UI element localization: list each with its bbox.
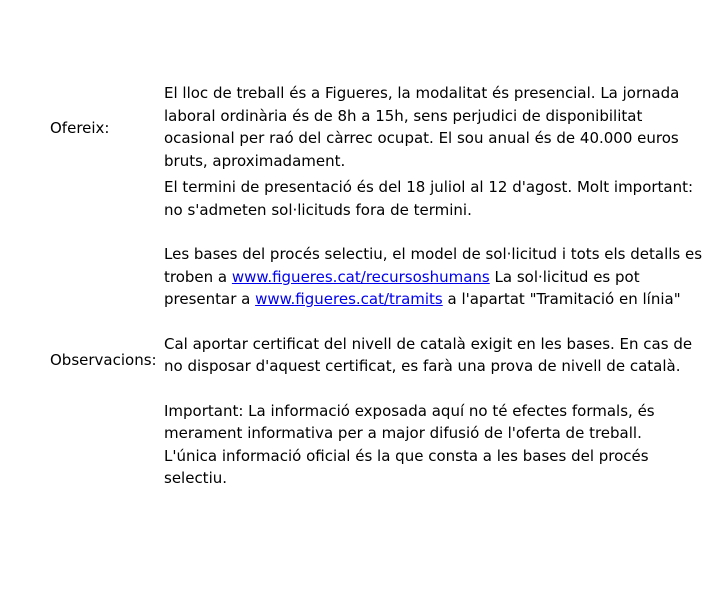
disclaimer-line: Important: La informació exposada aquí no té efectes formals, és [164,401,655,420]
offers-line: ocasional per raó del càrrec ocupat. El sou anual és de 40.000 euros [164,129,679,147]
bases-text: La sol·licitud es pot [489,267,640,286]
tramits-link[interactable]: www.figueres.cat/tramits [255,290,443,308]
disclaimer-line: selectiu. [164,469,228,487]
offers-label: Ofereix: [50,119,110,137]
bases-text: presentar a [164,290,256,308]
deadline-line: El termini de presentació és del 18 juliol al 12 d'agost. Molt important: [164,178,694,196]
catalan-line: Cal aportar certificat del nivell de català exigit en les bases. En cas de [164,334,693,353]
disclaimer-line: L'única informació oficial és la que consta a les bases del procés [164,446,649,465]
bases-line [164,266,674,289]
bases-text: a l'apartat "Tramitació en línia" [442,290,681,308]
bases-line: Les bases del procés selectiu, el model de sol·licitud i tots els detalls es [164,245,703,263]
hr-link[interactable]: www.figueres.cat/recursoshumans [231,267,490,286]
offers-text [164,82,680,172]
observations-text [164,176,703,490]
observations-label: Observacions: [50,351,157,369]
disclaimer-line: merament informativa per a major difusió de l'oferta de treball. [164,424,642,442]
offers-line: laboral ordinària és de 8h a 15h, sens perjudici de disponibilitat [164,106,643,125]
deadline-line: no s'admeten sol·licituds fora de termini. [164,200,472,219]
bases-text: troben a [164,267,232,286]
bases-line [164,288,681,311]
catalan-line: no disposar d'aquest certificat, es farà una prova de nivell de català. [164,357,681,375]
offers-line: El lloc de treball és a Figueres, la modalitat és presencial. La jornada [164,84,680,102]
offers-line: bruts, aproximadament. [164,151,346,170]
